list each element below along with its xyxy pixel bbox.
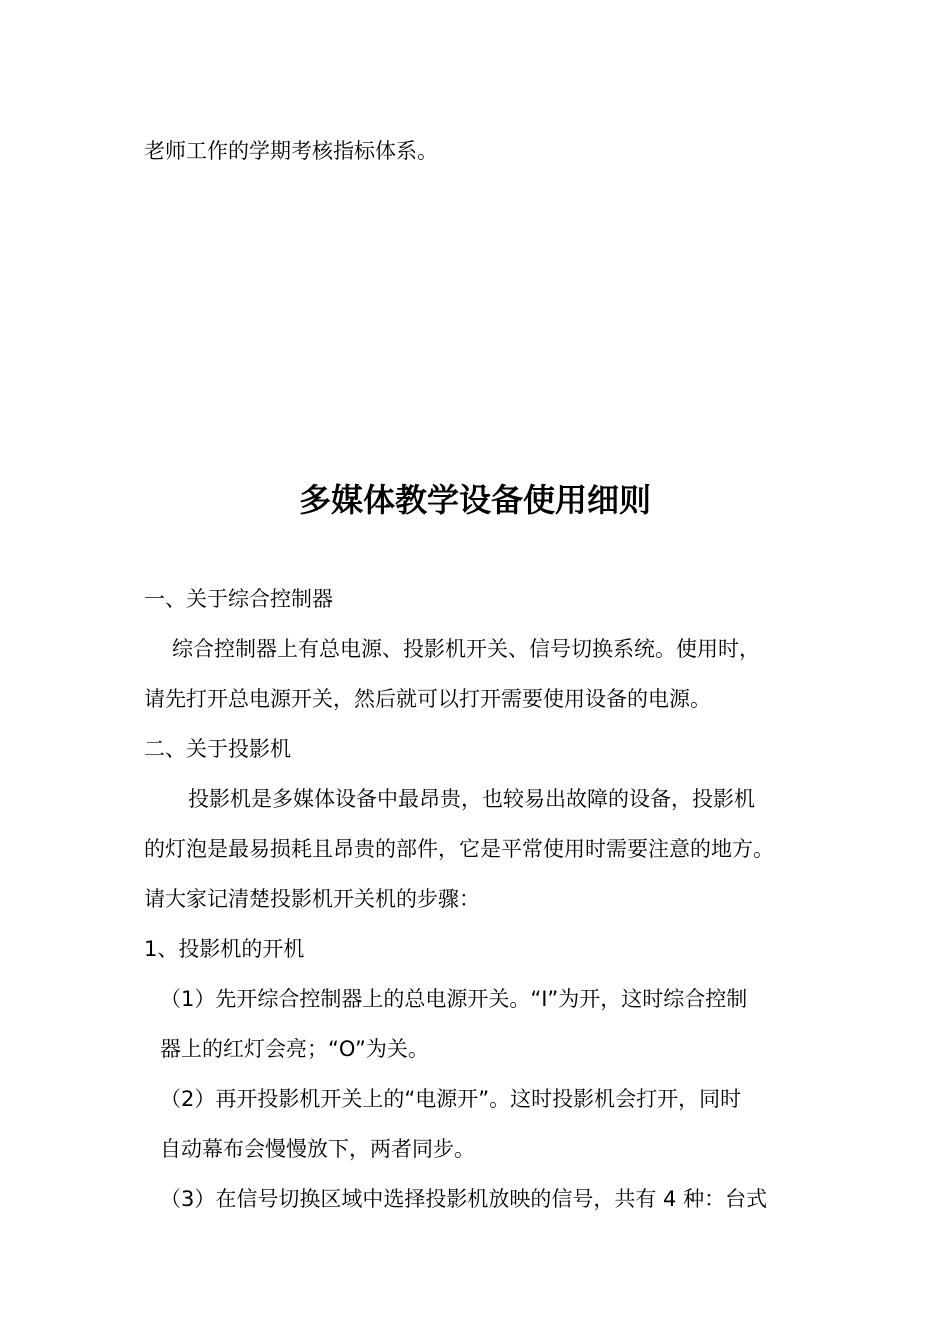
step-line: （1）先开综合控制器上的总电源开关。“I”为开，这时综合控制 — [160, 987, 748, 1011]
paragraph-line: 的灯泡是最易损耗且昂贵的部件，它是平常使用时需要注意的地方。 — [144, 837, 774, 861]
document-title: 多媒体教学设备使用细则 — [298, 481, 651, 519]
paragraph-line: 综合控制器上有总电源、投影机开关、信号切换系统。使用时， — [172, 637, 760, 661]
paragraph-line: 请大家记清楚投影机开关机的步骤： — [144, 887, 480, 911]
step-line: （2）再开投影机开关上的“电源开”。这时投影机会打开，同时 — [160, 1087, 742, 1111]
section-heading-projector: 二、关于投影机 — [144, 737, 291, 761]
paragraph-line: 投影机是多媒体设备中最昂贵，也较易出故障的设备，投影机 — [188, 787, 755, 811]
subsection-heading-power-on: 1、投影机的开机 — [144, 937, 305, 961]
carryover-text-line: 老师工作的学期考核指标体系。 — [144, 139, 438, 163]
section-heading-controller: 一、关于综合控制器 — [144, 587, 333, 611]
step-line: 自动幕布会慢慢放下，两者同步。 — [160, 1137, 475, 1161]
step-line: 器上的红灯会亮；“O”为关。 — [160, 1037, 429, 1061]
paragraph-line: 请先打开总电源开关，然后就可以打开需要使用设备的电源。 — [144, 687, 711, 711]
step-line: （3）在信号切换区域中选择投影机放映的信号，共有 4 种：台式 — [160, 1187, 768, 1211]
